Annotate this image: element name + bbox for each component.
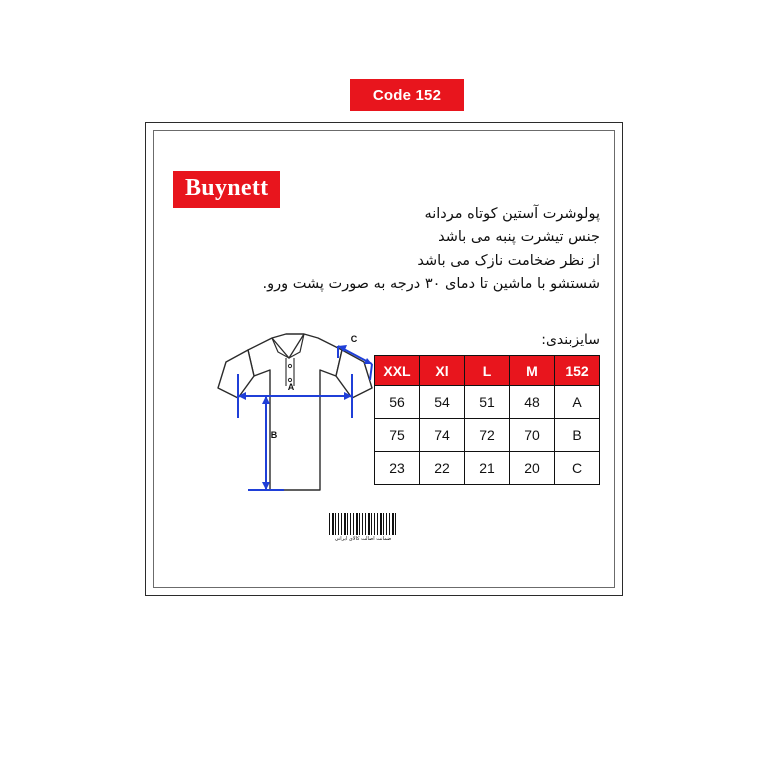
description-line-4: شستشو با ماشین تا دمای ۳۰ درجه به صورت پشت ورو.: [262, 276, 600, 293]
table-row: [375, 419, 600, 452]
cell-measure-a: A: [555, 386, 600, 419]
description-line-1: پولوشرت آستین کوتاه مردانه: [424, 206, 600, 222]
barcode-bars: [329, 513, 397, 535]
cell-xl-a: 54: [420, 386, 465, 419]
size-table: [374, 355, 600, 485]
cell-m-b: 70: [510, 419, 555, 452]
cell-l-b: 72: [465, 419, 510, 452]
measure-b-arrow-top: [262, 396, 270, 404]
measure-a-label: A: [287, 382, 295, 392]
cell-xl-b: 74: [420, 419, 465, 452]
cell-xxl-a: 56: [375, 386, 420, 419]
cell-measure-c: C: [555, 452, 600, 485]
shirt-left-sleeve: [218, 350, 254, 398]
size-header-xxl: XXL: [375, 356, 420, 386]
cell-xxl-c: 23: [375, 452, 420, 485]
cell-m-a: 48: [510, 386, 555, 419]
cell-measure-b: B: [555, 419, 600, 452]
size-header-m: M: [510, 356, 555, 386]
cell-l-a: 51: [465, 386, 510, 419]
sizing-heading: سایزبندی:: [541, 332, 600, 348]
cell-m-c: 20: [510, 452, 555, 485]
cell-l-c: 21: [465, 452, 510, 485]
size-table-header-row: [375, 356, 600, 386]
measure-c-label: C: [350, 334, 358, 344]
size-header-l: L: [465, 356, 510, 386]
table-row: [375, 452, 600, 485]
barcode: [329, 513, 397, 543]
shirt-right-sleeve: [336, 350, 372, 398]
product-code-label: Code 152: [372, 86, 442, 104]
info-card: [145, 122, 623, 596]
brand-name: Buynett: [185, 175, 269, 201]
measure-b-arrow-bottom: [262, 482, 270, 490]
polo-shirt-diagram: [186, 328, 391, 528]
shirt-body-outline: [248, 334, 342, 490]
table-row: [375, 386, 600, 419]
product-description: [240, 203, 600, 297]
description-line-2: جنس تیشرت پنبه می باشد: [438, 229, 600, 246]
product-code-badge: [350, 79, 464, 111]
barcode-caption: ضمانت اصالت کالای ایرانی: [334, 536, 392, 542]
cell-xl-c: 22: [420, 452, 465, 485]
size-header-xl: Xl: [420, 356, 465, 386]
description-line-3: از نظر ضخامت نازک می باشد: [417, 252, 600, 269]
measure-b-label: B: [270, 430, 278, 440]
size-header-code: 152: [555, 356, 600, 386]
cell-xxl-b: 75: [375, 419, 420, 452]
shirt-svg: [186, 328, 391, 528]
